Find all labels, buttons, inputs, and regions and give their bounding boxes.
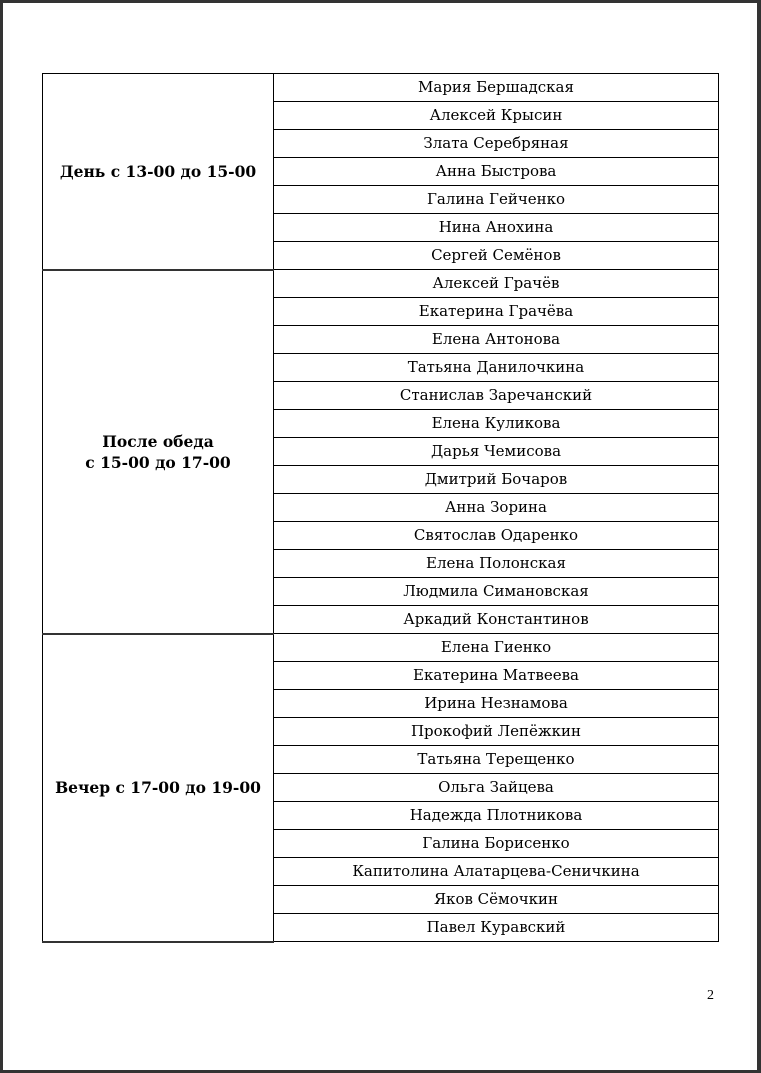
period-label: После обеда [102,431,214,451]
person-name-cell: Злата Серебряная [274,130,719,158]
person-name-cell: Людмила Симановская [274,578,719,606]
period-label: Вечер с 17-00 до 19-00 [55,778,261,797]
person-name-cell: Екатерина Грачёва [274,298,719,326]
person-name-cell: Татьяна Данилочкина [274,354,719,382]
person-name-cell: Надежда Плотникова [274,802,719,830]
person-name-cell: Алексей Крысин [274,102,719,130]
person-name-cell: Сергей Семёнов [274,242,719,270]
person-name-cell: Ирина Незнамова [274,690,719,718]
person-name-cell: Аркадий Константинов [274,606,719,634]
person-name-cell: Капитолина Алатарцева-Сеничкина [274,858,719,886]
period-label: с 15-00 до 17-00 [85,452,231,472]
page-number: 2 [707,988,714,1003]
person-name-cell: Алексей Грачёв [274,270,719,298]
person-name-cell: Анна Зорина [274,494,719,522]
person-name-cell: Елена Полонская [274,550,719,578]
person-name-cell: Мария Бершадская [274,74,719,102]
person-name-cell: Павел Куравский [274,914,719,942]
person-name-cell: Прокофий Лепёжкин [274,718,719,746]
person-name-cell: Станислав Заречанский [274,382,719,410]
person-name-cell: Галина Гейченко [274,186,719,214]
period-cell [43,634,274,942]
period-cell [43,74,274,270]
table-row [43,634,719,662]
person-name-cell: Дмитрий Бочаров [274,466,719,494]
person-name-cell: Елена Гиенко [274,634,719,662]
person-name-cell: Елена Куликова [274,410,719,438]
schedule-body [43,74,719,942]
schedule-table [42,73,719,943]
person-name-cell: Дарья Чемисова [274,438,719,466]
table-row [43,270,719,298]
person-name-cell: Галина Борисенко [274,830,719,858]
person-name-cell: Елена Антонова [274,326,719,354]
person-name-cell: Святослав Одаренко [274,522,719,550]
person-name-cell: Ольга Зайцева [274,774,719,802]
table-row [43,74,719,102]
period-label: День с 13-00 до 15-00 [59,161,257,181]
period-cell [43,270,274,634]
person-name-cell: Анна Быстрова [274,158,719,186]
person-name-cell: Яков Сёмочкин [274,886,719,914]
person-name-cell: Екатерина Матвеева [274,662,719,690]
person-name-cell: Татьяна Терещенко [274,746,719,774]
person-name-cell: Нина Анохина [274,214,719,242]
